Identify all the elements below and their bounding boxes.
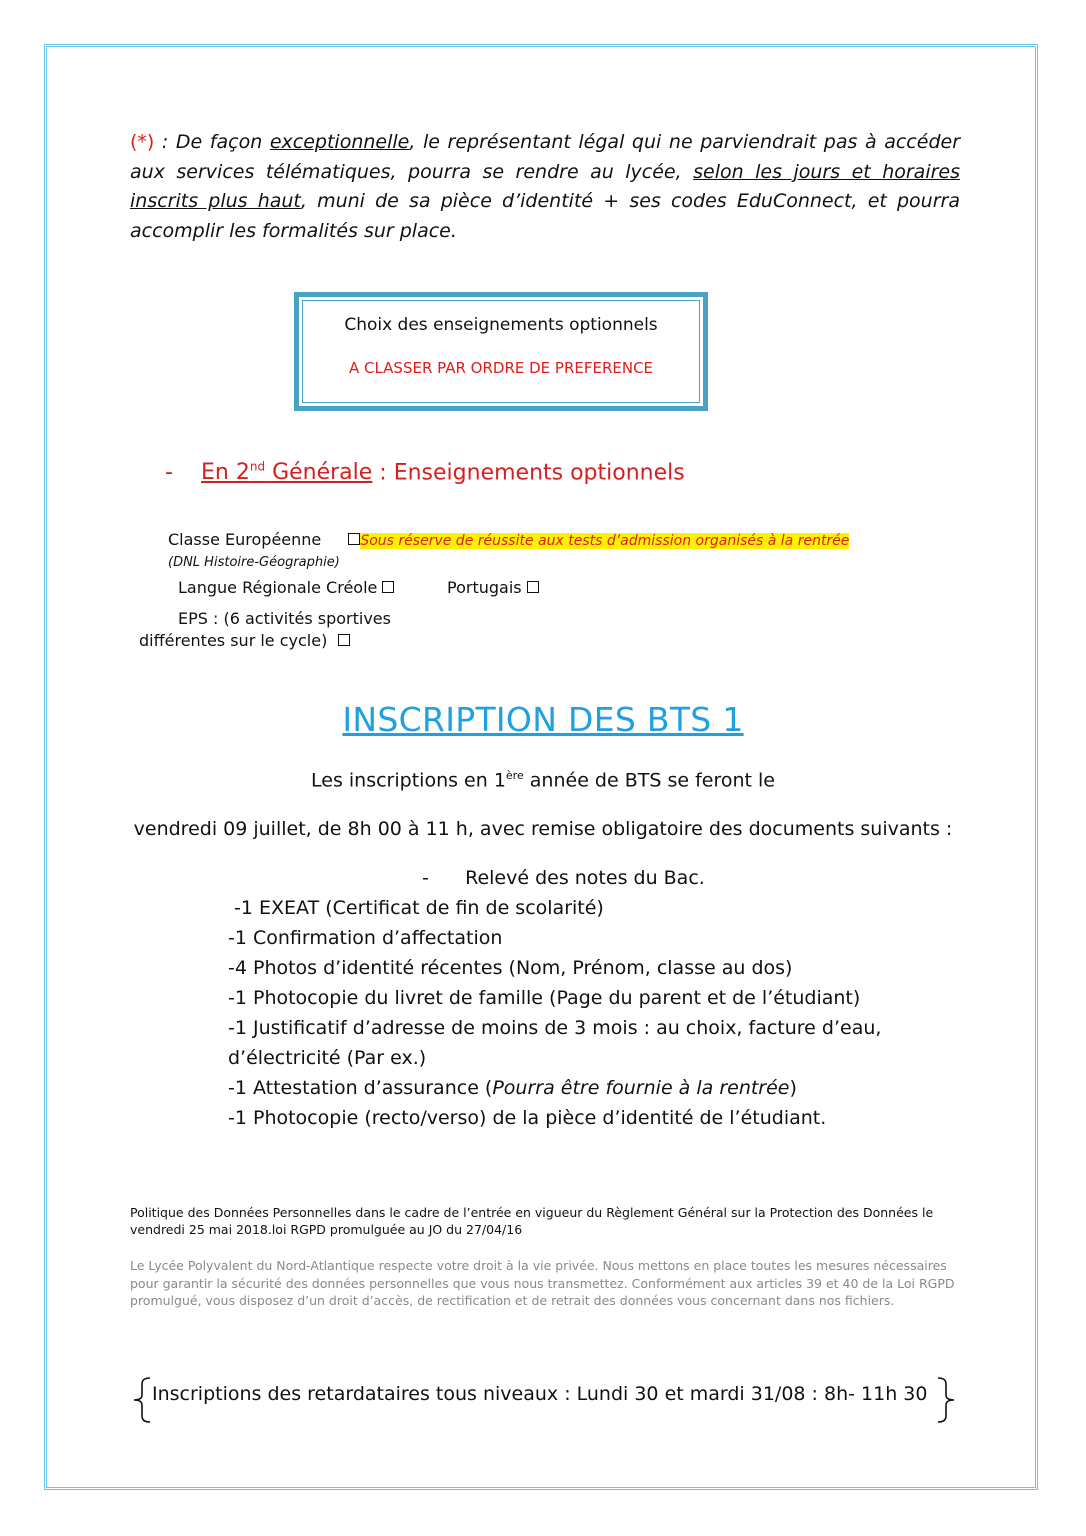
heading-level: Générale bbox=[265, 460, 373, 486]
late-registration-text: Inscriptions des retardataires tous niveaux : Lundi 30 et mardi 31/08 : 8h- 11h 30 bbox=[152, 1383, 928, 1405]
dnl-note: (DNL Histoire-Géographie) bbox=[168, 555, 340, 570]
doc-item: -4 Photos d’identité récentes (Nom, Prénom, classe au dos) bbox=[228, 957, 793, 979]
doc-item-last: -1 Photocopie (recto/verso) de la pièce d’identité de l’étudiant. bbox=[228, 1107, 827, 1129]
assurance-italic: Pourra être fournie à la rentrée bbox=[492, 1077, 790, 1099]
classe-euro-label: Classe Européenne bbox=[168, 530, 322, 549]
assurance-a: -1 Attestation d’assurance ( bbox=[228, 1077, 493, 1099]
choice-box-subtitle: A CLASSER PAR ORDRE DE PREFERENCE bbox=[348, 359, 654, 377]
bts-date-line: vendredi 09 juillet, de 8h 00 à 11 h, avec remise obligatoire des documents suivants : bbox=[133, 818, 953, 840]
doc-item: d’électricité (Par ex.) bbox=[228, 1047, 427, 1069]
left-brace-icon bbox=[130, 1376, 152, 1424]
bts-intro-line bbox=[0, 769, 1086, 791]
eps-checkbox[interactable] bbox=[338, 634, 350, 646]
note-text-2: , le représentant légal qui ne parviendrait pas à accéder aux services télématiques, pourra se rendre au lycée, bbox=[130, 131, 961, 183]
options-choice-box bbox=[294, 292, 708, 411]
classe-euro-checkbox[interactable] bbox=[348, 533, 360, 545]
assurance-b: ) bbox=[789, 1077, 797, 1099]
bts-title: INSCRIPTION DES BTS 1 bbox=[342, 700, 744, 739]
portugais-label: Portugais bbox=[447, 578, 522, 597]
bts-intro-b: année de BTS se feront le bbox=[523, 769, 775, 792]
heading-prefix: En 2 bbox=[201, 460, 250, 486]
note-marker: (*) bbox=[130, 131, 155, 153]
heading-rest: : Enseignements optionnels bbox=[372, 460, 685, 486]
section-heading-seconde bbox=[165, 460, 685, 485]
option-eps bbox=[139, 631, 350, 650]
portugais-checkbox[interactable] bbox=[527, 581, 539, 593]
right-brace-icon bbox=[936, 1376, 958, 1424]
creole-label: Langue Régionale Créole bbox=[178, 578, 378, 597]
doc-item: -1 EXEAT (Certificat de fin de scolarité) bbox=[228, 897, 604, 919]
bts-intro-sup: ère bbox=[505, 769, 524, 782]
note-text-3: , muni de sa pièce d’identité + ses codes EduConnect, et pourra accomplir les formalités sur place. bbox=[130, 190, 960, 242]
doc-item: -1 Confirmation d’affectation bbox=[228, 927, 503, 949]
note-text-1: : De façon bbox=[154, 131, 270, 153]
classe-euro-note: Sous réserve de réussite aux tests d’admission organisés à la rentrée bbox=[360, 533, 850, 549]
option-creole bbox=[178, 578, 394, 597]
heading-dash: - bbox=[165, 460, 173, 486]
doc-item-assurance bbox=[228, 1077, 797, 1099]
eps-line-2: différentes sur le cycle) bbox=[139, 631, 328, 650]
option-portugais bbox=[447, 578, 539, 597]
eps-line-1: EPS : (6 activités sportives bbox=[178, 609, 391, 628]
choice-box-title: Choix des enseignements optionnels bbox=[344, 315, 658, 335]
gdpr-policy-title: Politique des Données Personnelles dans le cadre de l’entrée en vigueur du Règlement Général sur la Protection des Données le vendredi 25 mai 2018.loi RGPD promulguée au JO du 27/04/16 bbox=[130, 1205, 934, 1237]
creole-checkbox[interactable] bbox=[382, 581, 394, 593]
heading-sup: nd bbox=[249, 460, 266, 474]
note-underlined-1: exceptionnelle bbox=[269, 131, 410, 153]
bts-intro-a: Les inscriptions en 1 bbox=[311, 769, 506, 792]
option-classe-europeenne bbox=[168, 530, 849, 549]
exception-note bbox=[130, 128, 960, 246]
late-registration-banner bbox=[130, 1376, 960, 1424]
heading-underlined bbox=[201, 460, 372, 485]
gdpr-policy-text: Le Lycée Polyvalent du Nord-Atlantique respecte votre droit à la vie privée. Nous mettons en place toutes les mesures nécessaires pour garantir la sécurité des données personnelles que vous nous transmettez. Conformément aux articles 39 et 40 de la Loi RGPD promulgué, vous disposez d’un droit d’accès, de rectification et de retrait des données vous concernant dans nos fichiers. bbox=[130, 1258, 955, 1308]
doc-item: -1 Justificatif d’adresse de moins de 3 mois : au choix, facture d’eau, bbox=[228, 1017, 882, 1039]
doc-item-first: - Relevé des notes du Bac. bbox=[422, 867, 705, 889]
note-underlined-2: selon les jours et horaires inscrits plus haut bbox=[130, 160, 960, 212]
doc-item: -1 Photocopie du livret de famille (Page du parent et de l’étudiant) bbox=[228, 987, 861, 1009]
